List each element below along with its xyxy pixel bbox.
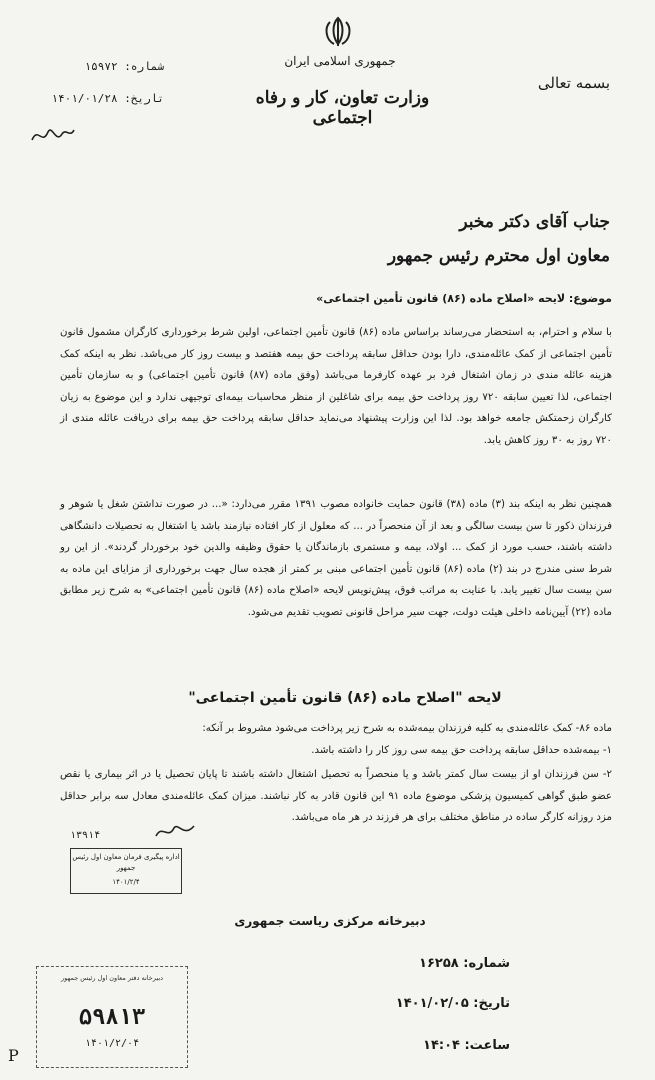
signature-mark-icon (150, 820, 200, 844)
recipient-title: معاون اول محترم رئیس جمهور (387, 246, 610, 266)
letter-date: تاریخ: ۱۴۰۱/۰۱/۲۸ (51, 92, 164, 105)
bill-title: لایحه "اصلاح ماده (۸۶) قانون تأمین اجتماعی" (188, 690, 502, 706)
body-paragraph-1: با سلام و احترام، به استحضار می‌رساند براساس ماده (۸۶) قانون تأمین اجتماعی، اولین شرط برخورداری کارگران مشمول قانون تأمین اجتماعی از کمک عائله‌مندی، دارا بودن حداقل سابقه پرداخت حق بیمه هفتصد و بیست روز کار می‌باشد. نظر به اینکه کمک هزینه عائله مندی در زمان اشتغال فرد بر عهده کارفرما می‌باشد (وفق ماده (۸۷) قانون تأمین اجتماعی) و به سازمان تأمین اجتماعی، لذا تعیین سابقه ۷۲۰ روز پرداخت حق بیمه برای شاغلین از منظر محاسبات بیمه‌ای توجیهی ندارد و این موضوع به زیان کارگران زحمتکش جامعه خواهد بود. لذا این وزارت پیشنهاد می‌نماید حداقل سابقه پرداخت حق بیمه برای دریافت عائله مندی از ۷۲۰ روز به ۳۰ روز کاهش یابد. (60, 327, 612, 446)
bill-article: ماده ۸۶- کمک عائله‌مندی به کلیه فرزندان بیمه‌شده به شرح زیر پرداخت می‌شود مشروط بر آنکه: (202, 723, 612, 734)
registry-stamp-label: دبیرخانه دفتر معاون اول رئیس جمهور (60, 974, 164, 982)
secretariat-title: دبیرخانه مرکزی ریاست جمهوری (234, 914, 426, 928)
signature-mark-icon (28, 122, 78, 148)
letter-number: شماره: ۱۵۹۷۲ (84, 60, 164, 73)
secretariat-number: شماره: ۱۶۲۵۸ (419, 956, 510, 971)
subject-line: موضوع: لایحه «اصلاح ماده (۸۶) قانون تأمین اجتماعی» (316, 292, 612, 305)
secretariat-time: ساعت: ۱۴:۰۴ (423, 1038, 510, 1053)
ministry-name: وزارت تعاون، کار و رفاه اجتماعی (255, 88, 430, 128)
registry-stamp-date: ۱۴۰۱/۲/۰۴ (84, 1038, 140, 1049)
bill-item-2: ۲- سن فرزندان او از بیست سال کمتر باشد و یا منحصراً به تحصیل اشتغال داشته باشند تا پایان تحصیل یا در اثر بیماری یا نقص عضو طبق گواهی کمیسیون پزشکی موضوع ماده ۹۱ این قانون قادر به کار نباشند. میزان کمک عائله‌مندی معادل سه برابر حداقل مزد روزانه کارگر ساده در مناطق مختلف برای هر فرزند در هر ماه می‌باشد. (60, 769, 612, 823)
iran-emblem-icon (318, 12, 358, 52)
page-mark: P (8, 1046, 19, 1065)
receipt-stamp-label: اداره پیگیری فرمان معاون اول رئیس جمهور (72, 853, 180, 872)
body-paragraph-2: همچنین نظر به اینکه بند (۳) ماده (۳۸) قانون حمایت خانواده مصوب ۱۳۹۱ مقرر می‌دارد: «... در صورت نداشتن شغل یا شوهر و فرزندان ذکور تا سن بیست سالگی و بعد از آن منحصراً در ... که معلول از کار افتاده نیازمند باشد یا اشتغال به تحصیلات دانشگاهی داشته باشند، حسب مورد از کمک ... اولاد، بیمه و مستمری بازماندگان یا حقوق وظیفه والدین خود برخوردار گردند». از این رو شرط سنی مندرج در بند (۲) ماده (۸۶) قانون تأمین اجتماعی مبنی بر کمتر از هجده سال جهت برخورداری از مزایای این ماده به سن بیست سال تغییر یابد. با عنایت به مراتب فوق، پیش‌نویس لایحه «اصلاح ماده (۸۶) قانون تأمین اجتماعی» به شرح زیر مطابق ماده (۲۲) آیین‌نامه داخلی هیئت دولت، جهت سیر مراحل قانونی تصویب تقدیم می‌شود. (60, 499, 612, 618)
receipt-stamp-date: ۱۴۰۱/۲/۴ (112, 878, 140, 886)
registry-stamp (36, 966, 188, 1068)
receipt-stamp (70, 848, 182, 894)
stamp-reference-number: ۱۳۹۱۴ (70, 830, 101, 841)
secretariat-date: تاریخ: ۱۴۰۱/۰۲/۰۵ (395, 996, 510, 1011)
bill-item-1: ۱- بیمه‌شده حداقل سابقه پرداخت حق بیمه سی روز کار را داشته باشد. (311, 745, 612, 756)
recipient-name: جناب آقای دکتر مخبر (459, 212, 610, 232)
country-name: جمهوری اسلامی ایران (284, 54, 396, 68)
registry-stamp-number: ۵۹۸۱۳ (78, 1005, 146, 1030)
basmala: بسمه تعالی (537, 74, 610, 92)
